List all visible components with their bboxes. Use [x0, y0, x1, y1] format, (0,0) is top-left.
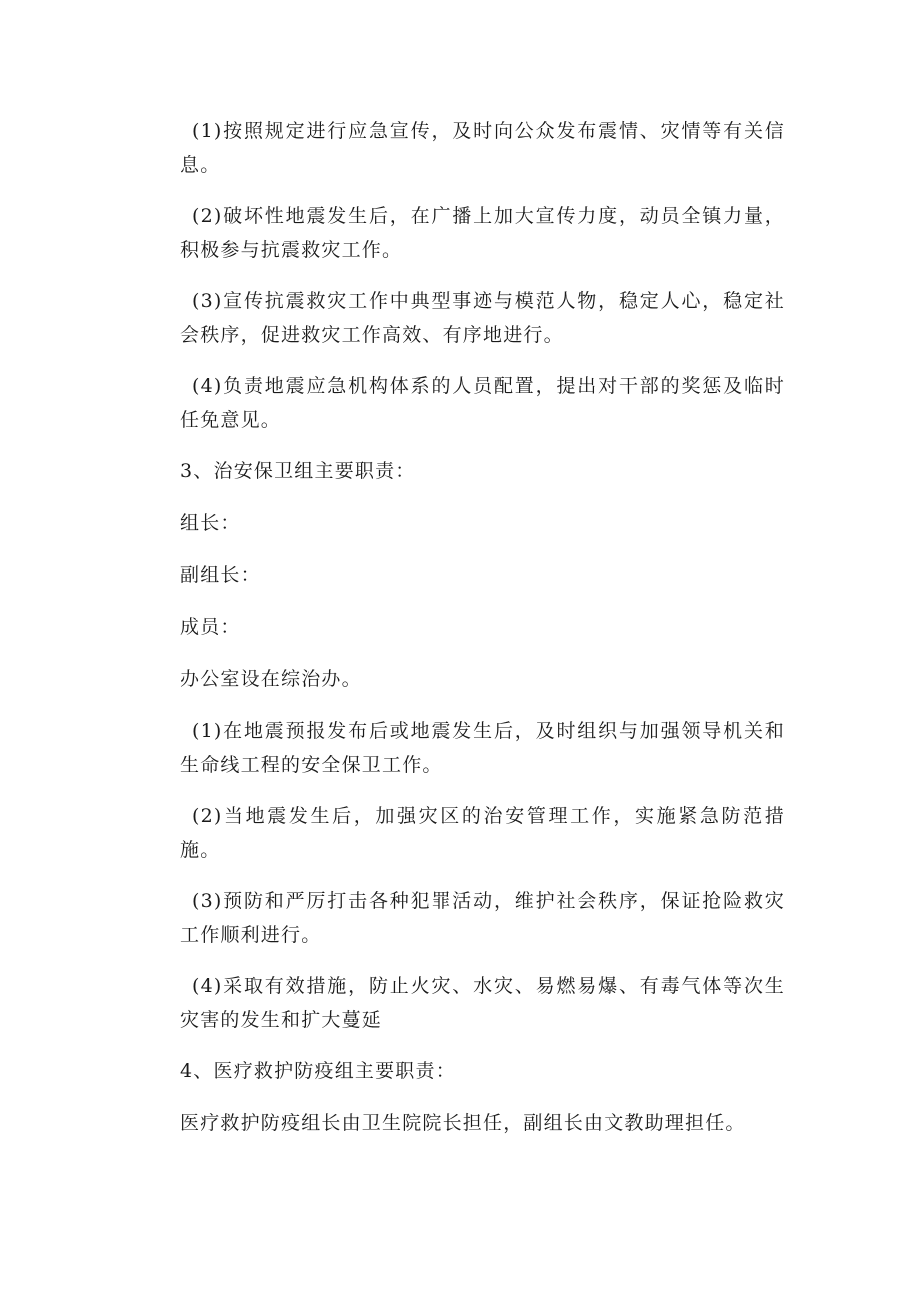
members-field: 成员：	[180, 616, 241, 638]
duty-item-2: (2)破坏性地震发生后，在广播上加大宣传力度，动员全镇力量，积极参与抗震救灾工作。	[180, 205, 785, 261]
duty-item-1: (1)按照规定进行应急宣传，及时向公众发布震情、灾情等有关信息。	[180, 120, 785, 176]
document-body	[180, 114, 785, 1158]
deputy-leader-field: 副组长：	[180, 564, 261, 586]
security-duty-item-3: (3)预防和严厉打击各种犯罪活动，维护社会秩序，保证抢险救灾工作顺利进行。	[180, 890, 785, 946]
security-duty-item-1: (1)在地震预报发布后或地震发生后，及时组织与加强领导机关和生命线工程的安全保卫工作。	[180, 720, 785, 776]
duty-item-3: (3)宣传抗震救灾工作中典型事迹与模范人物，稳定人心，稳定社会秩序，促进救灾工作高效、有序地进行。	[180, 290, 785, 346]
office-location: 办公室设在综治办。	[180, 668, 362, 690]
section-heading-medical: 4、医疗救护防疫组主要职责：	[180, 1060, 456, 1082]
security-duty-item-4: (4)采取有效措施，防止火灾、水灾、易燃易爆、有毒气体等次生灾害的发生和扩大蔓延	[180, 975, 785, 1031]
section-heading-security: 3、治安保卫组主要职责：	[180, 460, 416, 482]
security-duty-item-2: (2)当地震发生后，加强灾区的治安管理工作，实施紧急防范措施。	[180, 805, 785, 861]
duty-item-4: (4)负责地震应急机构体系的人员配置，提出对干部的奖惩及临时任免意见。	[180, 375, 785, 431]
medical-leader-note: 医疗救护防疫组长由卫生院院长担任，副组长由文教助理担任。	[180, 1112, 746, 1134]
leader-field: 组长：	[180, 512, 241, 534]
